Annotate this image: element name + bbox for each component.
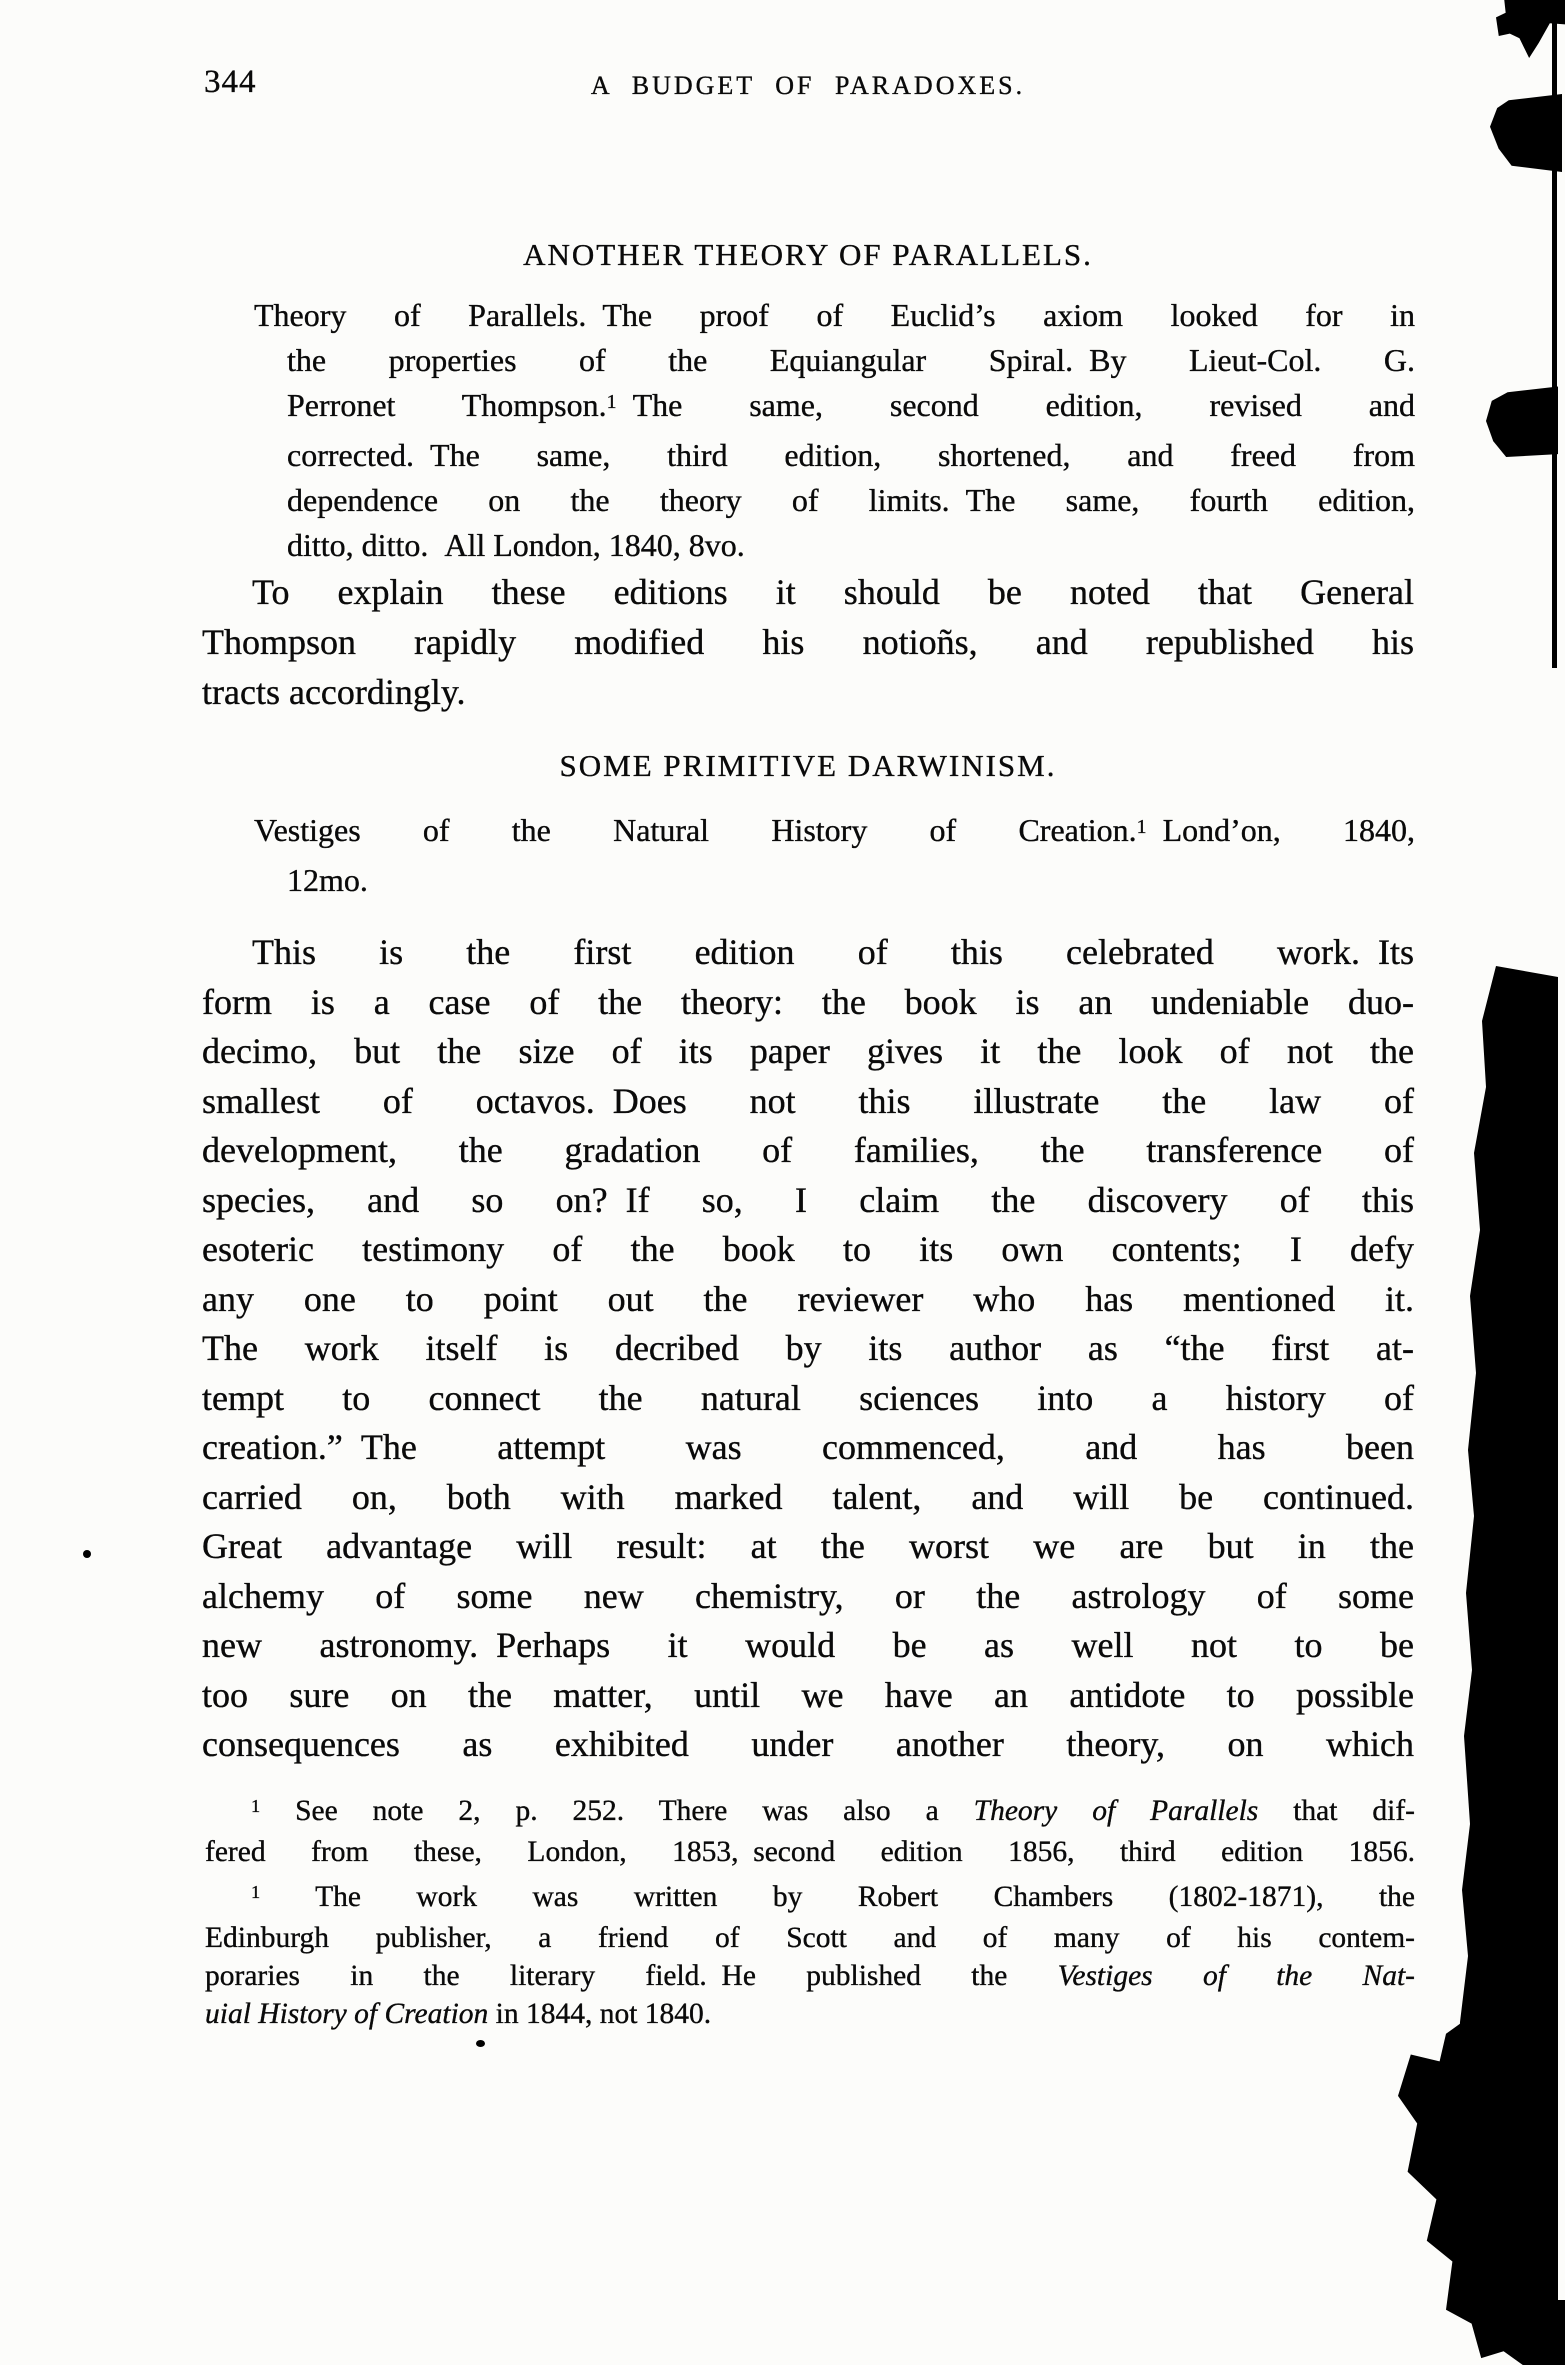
scan-artifact-mid-band: [1486, 385, 1558, 457]
text-line: consequences as exhibited under another theory, on which: [202, 1724, 1414, 1764]
section-heading-some-primitive-darwinism: SOME PRIMITIVE DARWINISM.: [559, 748, 1057, 783]
text-line: poraries in the literary field. He published the Vestiges of the Nat-: [205, 1960, 1415, 1992]
text-line: carried on, both with marked talent, and will be continued.: [202, 1476, 1414, 1517]
text-line: new astronomy. Perhaps it would be as well not to be: [202, 1625, 1414, 1665]
text-line: Thompson rapidly modified his notioñs, and republished his: [202, 622, 1414, 662]
scan-artifact-bottom-ink-blob: [1398, 2020, 1558, 2365]
text-line: esoteric testimony of the book to its own contents; I defy: [202, 1229, 1414, 1269]
text-line: smallest of octavos. Does not this illustrate the law of: [202, 1080, 1414, 1121]
text-line: uial History of Creation in 1844, not 1840.: [205, 1998, 712, 2030]
text-line: dependence on the theory of limits. The same, fourth edition,: [287, 482, 1415, 518]
text-line: tracts accordingly.: [202, 672, 466, 712]
footnote-theory-of-parallels: [205, 1792, 1415, 1871]
text-line: ditto, ditto. All London, 1840, 8vo.: [287, 527, 745, 563]
scan-artifact-edge-hairline: [1552, 18, 1557, 668]
bibliographic-entry-vestiges: [254, 808, 1416, 903]
text-line: form is a case of the theory: the book is an undeniable duo-: [202, 981, 1414, 1022]
paragraph-vestiges-commentary: [202, 928, 1414, 1770]
text-line: corrected. The same, third edition, shortened, and freed from: [287, 437, 1415, 473]
text-line: Great advantage will result: at the worst we are but in the: [202, 1526, 1414, 1566]
text-line: $^1$ The work was written by Robert Chambers (1802-1871), the: [251, 1881, 1415, 1913]
text-line: the properties of the Equiangular Spiral. By Lieut-Col. G.: [287, 342, 1415, 378]
bibliographic-entry-theory-of-parallels: [254, 293, 1416, 568]
text-line: any one to point out the reviewer who has mentioned it.: [202, 1278, 1414, 1319]
running-header: [202, 64, 1414, 110]
running-title: A BUDGET OF PARADOXES.: [590, 71, 1026, 100]
section-heading-another-theory-of-parallels: ANOTHER THEORY OF PARALLELS.: [523, 237, 1093, 272]
text-line: too sure on the matter, until we have an antidote to possible: [202, 1674, 1414, 1715]
footnote-robert-chambers: [205, 1878, 1415, 2033]
text-line: species, and so on? If so, I claim the discovery of this: [202, 1179, 1414, 1220]
text-line: decimo, but the size of its paper gives it the look of not the: [202, 1031, 1414, 1071]
text-line: Theory of Parallels. The proof of Euclid’s axiom looked for in: [254, 297, 1415, 333]
page-number: 344: [204, 64, 257, 100]
text-line: alchemy of some new chemistry, or the astrology of some: [202, 1575, 1414, 1616]
scan-artifact-right-ink-strip: [1458, 966, 1558, 2066]
text-line: development, the gradation of families, the transference of: [202, 1130, 1414, 1170]
text-line: Edinburgh publisher, a friend of Scott and of many of his contem-: [205, 1922, 1415, 1954]
text-line: To explain these editions it should be noted that General: [252, 572, 1414, 612]
text-line: This is the first edition of this celebrated work. Its: [252, 932, 1414, 972]
text-line: 12mo.: [287, 862, 368, 898]
scan-artifact-margin-dot: [83, 1550, 91, 1558]
text-line: Vestiges of the Natural History of Creation.$^1$ Lond’on, 1840,: [254, 812, 1416, 848]
text-line: tempt to connect the natural sciences into a history of: [202, 1377, 1414, 1418]
text-line: creation.” The attempt was commenced, and has been: [202, 1427, 1414, 1467]
text-line: $^1$ See note 2, p. 252. There was also a Theory of Parallels that dif-: [251, 1795, 1415, 1827]
text-line: Perronet Thompson.$^1$ The same, second edition, revised and: [287, 387, 1416, 423]
text-line: fered from these, London, 1853, second edition 1856, third edition 1856.: [205, 1836, 1415, 1868]
text-line: The work itself is decribed by its author as “the first at-: [202, 1328, 1414, 1368]
paragraph-editions-note: [202, 567, 1414, 717]
scan-artifact-bottom-corner: [1545, 2300, 1565, 2365]
scan-artifact-footnote-dot: [476, 2040, 485, 2047]
